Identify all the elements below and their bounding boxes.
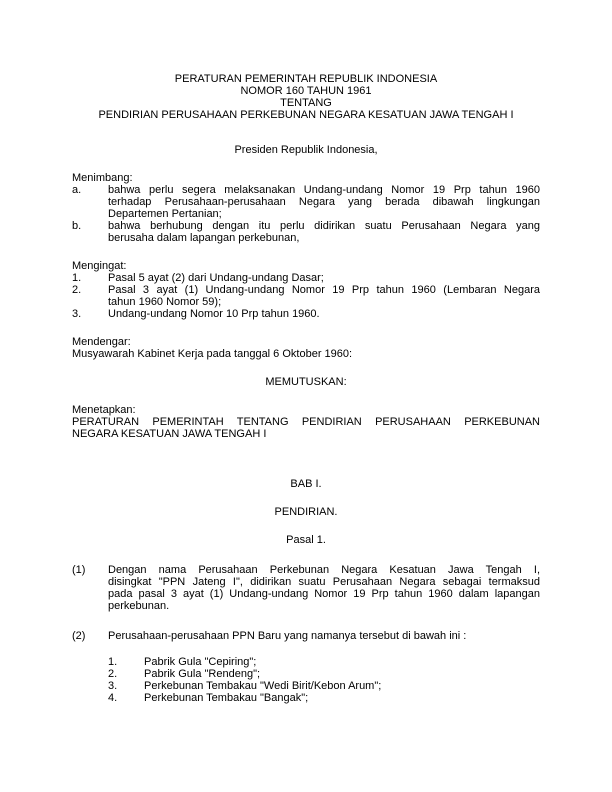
menetapkan-text: PERATURAN PEMERINTAH TENTANG PENDIRIAN PERUSAHAAN PERKEBUNAN bbox=[72, 416, 540, 428]
item-text: Pasal 5 ayat (2) dari Undang-undang Dasar; bbox=[108, 272, 324, 284]
memutuskan-heading: MEMUTUSKAN: bbox=[265, 376, 347, 388]
mendengar-heading: Mendengar: bbox=[72, 336, 131, 348]
ayat-text: Dengan nama Perusahaan Perkebunan Negara Kesatuan Jawa Tengah I, bbox=[108, 564, 540, 576]
item-label: 2. bbox=[72, 284, 82, 296]
company-label: 4. bbox=[108, 692, 118, 704]
item-text: berusaha dalam lapangan perkebunan, bbox=[108, 232, 300, 244]
ayat-label: (1) bbox=[72, 564, 86, 576]
company-name: Perkebunan Tembakau "Bangak"; bbox=[144, 692, 309, 704]
company-label: 2. bbox=[108, 668, 118, 680]
item-text: bahwa perlu segera melaksanakan Undang-undang Nomor 19 Prp tahun 1960 bbox=[108, 184, 540, 196]
bab-heading: BAB I. bbox=[290, 478, 322, 490]
company-label: 1. bbox=[108, 656, 118, 668]
title-line: NOMOR 160 TAHUN 1961 bbox=[240, 85, 372, 97]
mengingat-heading: Mengingat: bbox=[72, 260, 127, 272]
title-line: PERATURAN PEMERINTAH REPUBLIK INDONESIA bbox=[174, 73, 438, 85]
item-label: 1. bbox=[72, 272, 82, 284]
company-label: 3. bbox=[108, 680, 118, 692]
item-label: a. bbox=[72, 184, 82, 196]
title-line: PENDIRIAN PERUSAHAAN PERKEBUNAN NEGARA KESATUAN JAWA TENGAH I bbox=[98, 109, 514, 121]
company-name: Pabrik Gula "Cepiring"; bbox=[144, 656, 257, 668]
title-line: TENTANG bbox=[280, 97, 332, 109]
item-text: bahwa berhubung dengan itu perlu didirikan suatu Perusahaan Negara yang bbox=[108, 220, 540, 232]
item-label: 3. bbox=[72, 308, 82, 320]
item-text: Undang-undang Nomor 10 Prp tahun 1960. bbox=[108, 308, 320, 320]
bab-title: PENDIRIAN. bbox=[274, 506, 338, 518]
company-name: Pabrik Gula "Rendeng"; bbox=[144, 668, 261, 680]
item-text: Departemen Pertanian; bbox=[108, 208, 222, 220]
ayat-text: pada pasal 3 ayat (1) Undang-undang Nomor 19 Prp tahun 1960 dalam lapangan bbox=[108, 588, 540, 600]
president-line: Presiden Republik Indonesia, bbox=[234, 144, 378, 156]
item-label: b. bbox=[72, 220, 82, 232]
ayat-text: disingkat "PPN Jateng I", didirikan suatu Perusahaan Negara sebagai termaksud bbox=[108, 576, 540, 588]
pasal-heading: Pasal 1. bbox=[286, 534, 326, 546]
menimbang-heading: Menimbang: bbox=[72, 172, 133, 184]
menetapkan-text: NEGARA KESATUAN JAWA TENGAH I bbox=[72, 428, 267, 440]
item-text: tahun 1960 Nomor 59); bbox=[108, 296, 222, 308]
item-text: Pasal 3 ayat (1) Undang-undang Nomor 19 Prp tahun 1960 (Lembaran Negara bbox=[108, 284, 540, 296]
menetapkan-heading: Menetapkan: bbox=[72, 404, 136, 416]
ayat-text: Perusahaan-perusahaan PPN Baru yang namanya tersebut di bawah ini : bbox=[108, 630, 467, 642]
ayat-label: (2) bbox=[72, 630, 86, 642]
ayat-text: perkebunan. bbox=[108, 600, 170, 612]
item-text: terhadap Perusahaan-perusahaan Negara yang berada dibawah lingkungan bbox=[108, 196, 540, 208]
mendengar-text: Musyawarah Kabinet Kerja pada tanggal 6 Oktober 1960: bbox=[72, 348, 353, 360]
company-name: Perkebunan Tembakau "Wedi Birit/Kebon Arum"; bbox=[144, 680, 382, 692]
